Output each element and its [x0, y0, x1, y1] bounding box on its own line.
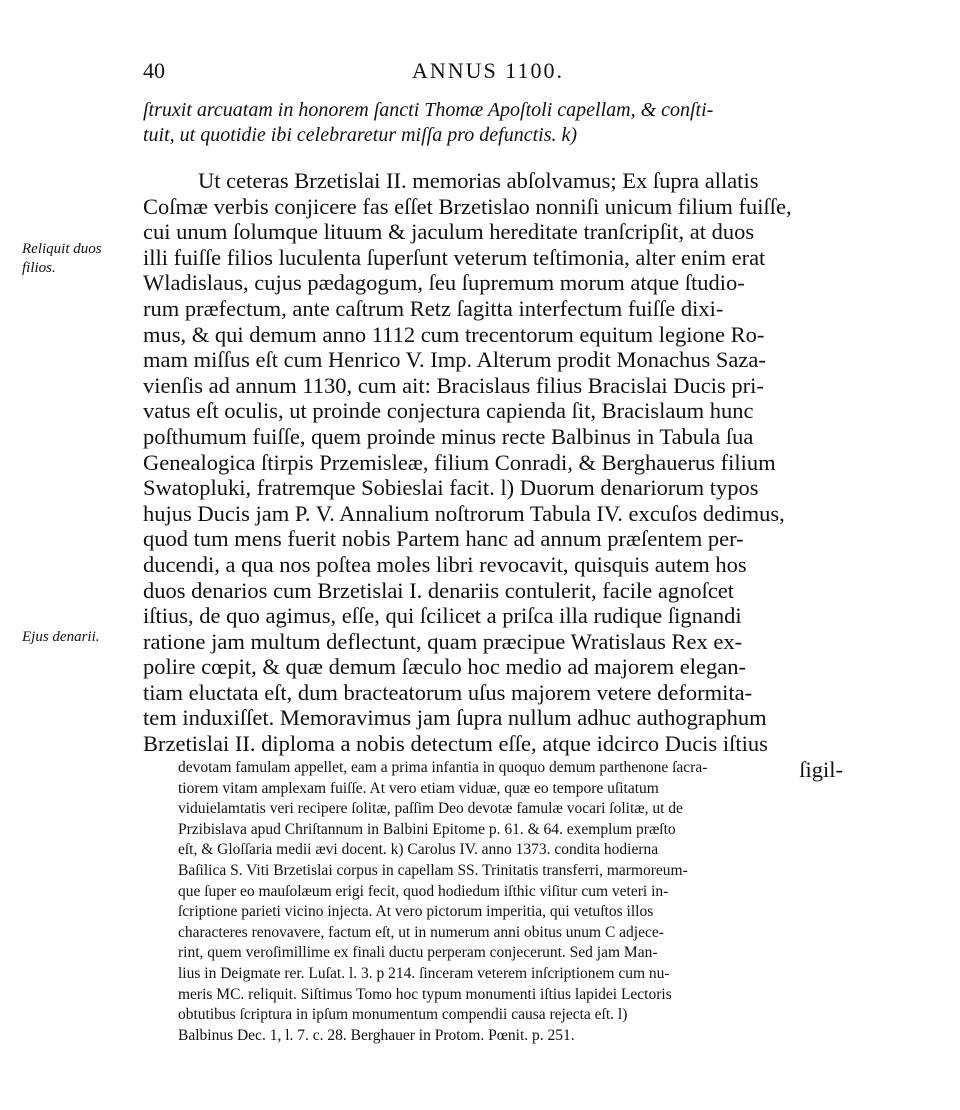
footnote-line: Balbinus Dec. 1, l. 7. c. 28. Berghauer in Protom. Pœnit. p. 251. [178, 1026, 575, 1044]
body-line: illi fuiſſe filios luculenta ſuperſunt veterum teſtimonia, alter enim erat [143, 244, 766, 270]
body-line: tiam eluctata eſt, dum bracteatorum uſus majorem vetere deformita- [143, 679, 753, 705]
running-head: ANNUS 1100. [412, 58, 564, 83]
body-line: iſtius, de quo agimus, eſſe, qui ſcilicet a priſca illa rudique ſignandi [143, 603, 742, 629]
body-line: Genealogica ſtirpis Przemisleæ, filium Conradi, & Berghauerus filium [143, 449, 776, 475]
body-line: hujus Ducis jam P. V. Annalium noſtrorum Tabula IV. excuſos dedimus, [143, 500, 785, 526]
footnote-line: Przibislava apud Chriſtannum in Balbini Epitome p. 61. & 64. exemplum præſto [178, 820, 676, 838]
body-line: polire cœpit, & quæ demum ſæculo hoc medio ad majorem elegan- [143, 654, 746, 680]
body-line: quod tum mens fuerit nobis Partem hanc ad annum præſentem per- [143, 526, 744, 552]
footnote-line: viduielamtatis veri recipere ſolitæ, paſſim Deo devotæ famulæ vocari ſolitæ, ut de [178, 800, 683, 818]
body-line: cui unum ſolumque lituum & jaculum hereditate tranſcripſit, at duos [143, 219, 755, 245]
body-line: rum præfectum, ante caſtrum Retz ſagitta interfectum fuiſſe dixi- [143, 295, 724, 321]
body-line: ducendi, a qua nos poſtea moles libri revocavit, quisquis autem hos [143, 551, 747, 577]
footnote-line: devotam famulam appellet, eam a prima infantia in quoquo demum parthenone ſacra- [178, 759, 708, 776]
body-line: ratione jam multum deflectunt, quam præcipue Wratislaus Rex ex- [143, 628, 743, 654]
footnote-line: Baſilica S. Viti Brzetislai corpus in capellam SS. Trinitatis transferri, marmoreum- [178, 861, 688, 879]
body-line: mus, & qui demum anno 1112 cum trecentorum equitum legione Ro- [143, 321, 765, 347]
body-line: tem induxiſſet. Memoravimus jam ſupra nullum adhuc authographum [143, 705, 767, 731]
body-line: vienſis ad annum 1130, cum ait: Bracislaus filius Bracislai Ducis pri- [143, 372, 764, 398]
footnote-line: characteres renovavere, factum eſt, ut in numerum anni obitus unum C adjece- [178, 923, 664, 941]
body-line: Ut ceteras Brzetislai II. memorias abſolvamus; Ex ſupra allatis [198, 168, 759, 193]
continued-footnote-text [143, 98, 843, 148]
main-body-text [143, 168, 843, 782]
continuation-line: tuit, ut quotidie ibi celebraretur miſſa pro defunctis. k) [143, 124, 578, 146]
footnote-line: eſt, & Gloſſaria medii ævi docent. k) Carolus IV. anno 1373. condita hodierna [178, 841, 659, 859]
catchword: ſigil- [799, 756, 843, 782]
page-number: 40 [143, 58, 165, 83]
body-line: poſthumum fuiſſe, quem proinde minus recte Balbinus in Tabula ſua [143, 423, 754, 449]
footnote-line: rint, quem veroſimillime ex finali ductu perperam conjecerunt. Sed jam Man- [178, 944, 658, 962]
body-line: duos denarios cum Brzetislai I. denariis contulerit, facile agnoſcet [143, 577, 735, 603]
body-line: mam miſſus eſt cum Henrico V. Imp. Alterum prodit Monachus Saza- [143, 347, 766, 373]
margin-note-denarii: Ejus denarii. [22, 629, 100, 645]
body-line: Swatopluki, fratremque Sobieslai facit. l) Duorum denariorum typos [143, 475, 759, 501]
footnote-line: meris MC. reliquit. Siſtimus Tomo hoc typum monumenti iſtius lapidei Lectoris [178, 985, 672, 1003]
body-line: Wladislaus, cujus pædagogum, ſeu ſupremum morum atque ſtudio- [143, 270, 745, 296]
footnote-line: obtutibus ſcriptura in ipſum monumentum compendii causa rejecta eſt. l) [178, 1006, 628, 1024]
body-line: Brzetislai II. diploma a nobis detectum eſſe, atque idcirco Ducis iſtius [143, 731, 768, 757]
body-line: vatus eſt oculis, ut proinde conjectura capienda ſit, Bracislaum hunc [143, 398, 754, 424]
footnote-line: que ſuper eo mauſolæum erigi fecit, quod hodiedum iſthic viſitur cum veteri in- [178, 882, 669, 900]
body-line: Coſmæ verbis conjicere fas eſſet Brzetislao nonniſi unicum filium fuiſſe, [143, 193, 792, 219]
footnote-line: lius in Deigmate rer. Luſat. l. 3. p 214. ſinceram veterem inſcriptionem cum nu- [178, 964, 670, 982]
footnote-line: tiorem vitam amplexam fuiſſe. At vero etiam viduæ, quæ eo tempore uſitatum [178, 779, 659, 797]
page-header [0, 58, 960, 88]
footnotes [178, 758, 843, 1046]
margin-note-reliquit: Reliquit duos filios. [22, 241, 102, 276]
continuation-line: ſtruxit arcuatam in honorem ſancti Thomæ Apoſtoli capellam, & conſti- [143, 99, 714, 121]
footnote-line: ſcriptione parieti vicino injecta. At vero pictorum imperitia, qui vetuſtos illos [178, 903, 654, 921]
